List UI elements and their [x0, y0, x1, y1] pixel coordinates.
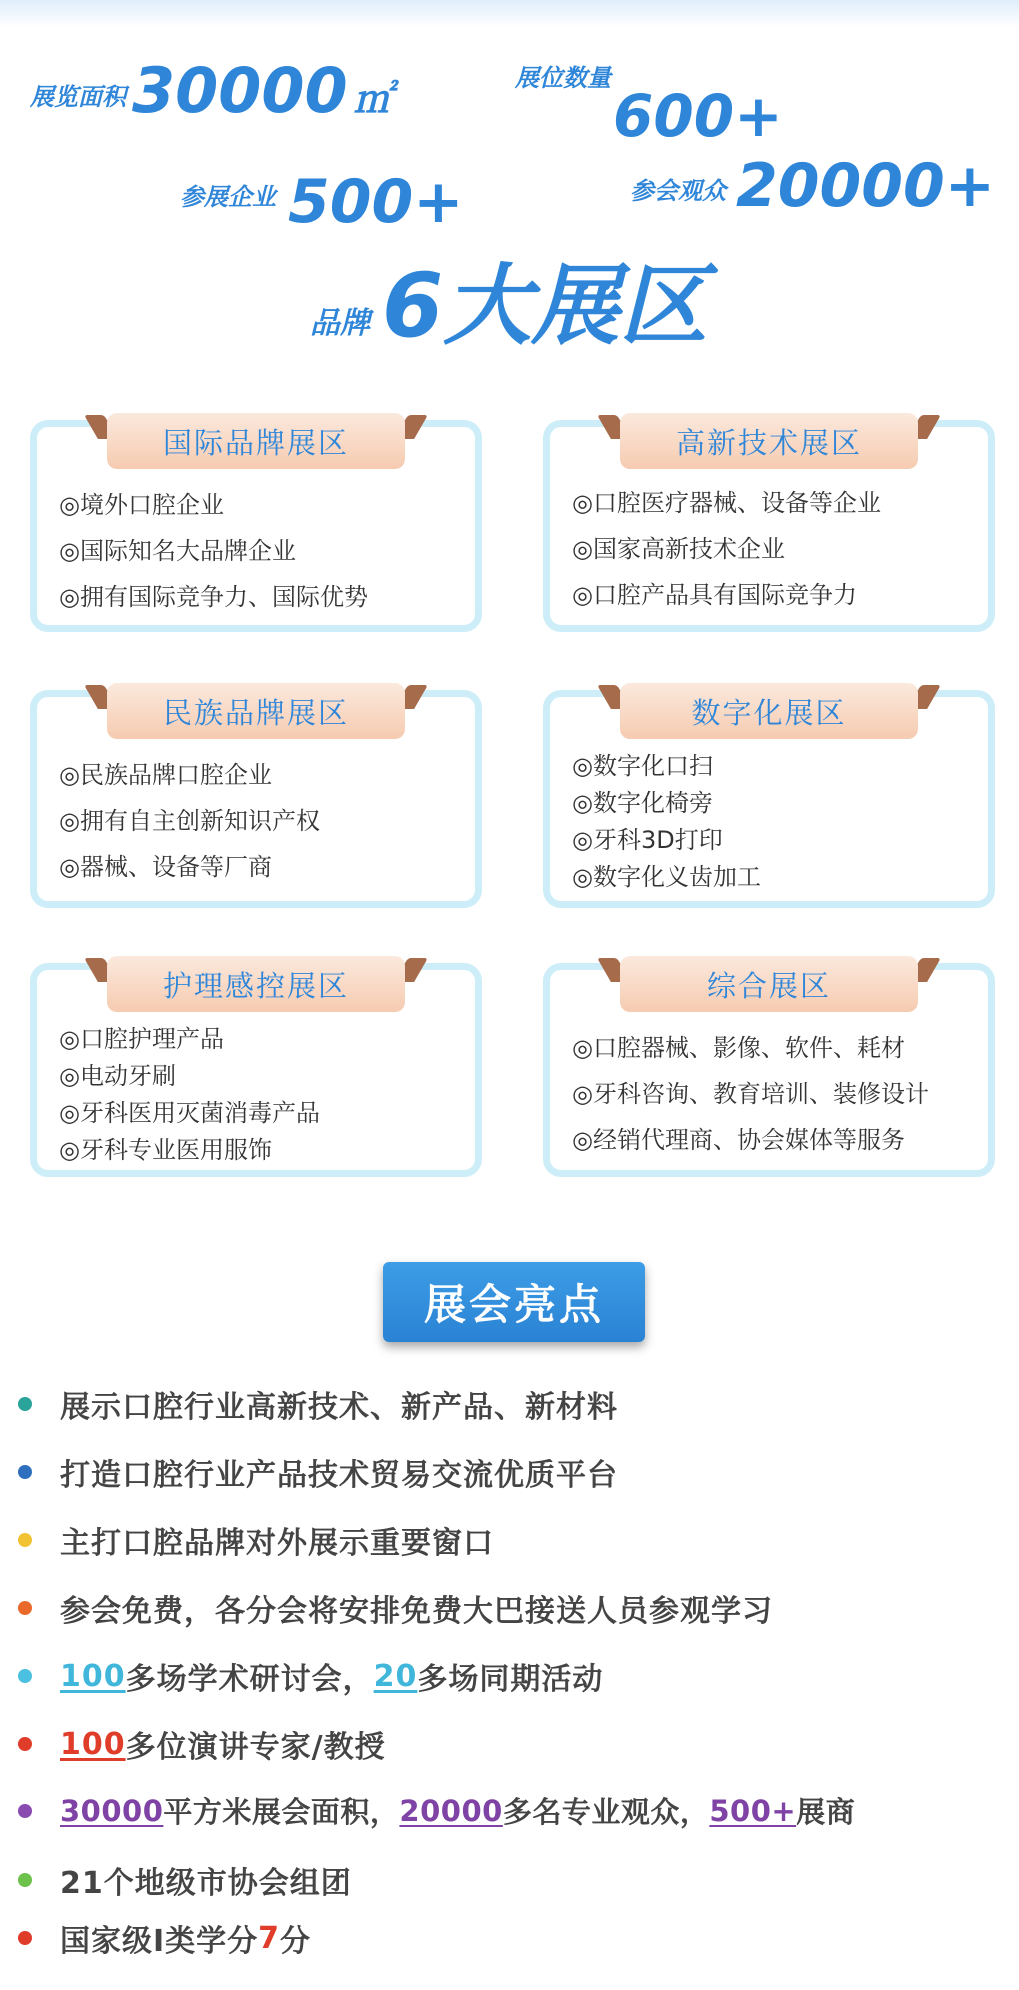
zone-ribbon — [604, 683, 934, 739]
stat-exhibitors — [180, 167, 464, 237]
zone-item: ◎电动牙刷 — [59, 1062, 176, 1090]
highlight-item — [18, 1586, 773, 1630]
stat-visitors — [630, 151, 996, 221]
top-fade — [0, 0, 1019, 28]
zone-card-care — [30, 963, 482, 1177]
zone-title: 综合展区 — [706, 968, 831, 1003]
highlight-item — [18, 1450, 618, 1494]
zone-item: ◎拥有自主创新知识产权 — [59, 806, 320, 835]
highlight-item — [18, 1654, 603, 1698]
zone-item: ◎口腔医疗器械、设备等企业 — [572, 488, 881, 517]
stat-visitors-label: 参会观众 — [630, 177, 726, 205]
zone-title: 护理感控展区 — [162, 968, 349, 1003]
highlight-item — [18, 1722, 386, 1766]
zone-title: 高新技术展区 — [675, 425, 862, 460]
highlight-text: 国家级I类学分 — [60, 1924, 259, 1959]
bullet-dot-icon — [18, 1601, 32, 1615]
highlight-number: 7 — [258, 1920, 281, 1956]
zone-title-banner — [620, 413, 918, 469]
stat-visitors-value: 20000+ — [736, 151, 996, 221]
highlight-text: 打造口腔行业产品技术贸易交流优质平台 — [60, 1458, 618, 1493]
bullet-dot-icon — [18, 1931, 32, 1945]
stat-booths-label: 展位数量 — [515, 64, 611, 92]
highlight-text: 展商 — [796, 1795, 856, 1829]
stat-exhibitors-label: 参展企业 — [180, 183, 276, 211]
highlight-item — [18, 1916, 311, 1960]
bullet-dot-icon — [18, 1465, 32, 1479]
zone-card-international — [30, 420, 482, 632]
highlight-number: 100 — [60, 1658, 126, 1694]
highlight-number: 100 — [60, 1726, 126, 1762]
bullet-dot-icon — [18, 1397, 32, 1411]
highlight-number: 20 — [373, 1658, 418, 1694]
bullet-dot-icon — [18, 1873, 32, 1887]
zone-item: ◎牙科医用灭菌消毒产品 — [59, 1099, 320, 1127]
highlight-item — [18, 1382, 618, 1426]
highlight-text: 分 — [280, 1924, 312, 1959]
zone-item: ◎数字化口扫 — [572, 752, 713, 780]
bullet-dot-icon — [18, 1533, 32, 1547]
highlight-text: 多场同期活动 — [417, 1662, 604, 1697]
highlight-text: 展示口腔行业高新技术、新产品、新材料 — [60, 1390, 618, 1425]
stat-booths-value: 600+ — [613, 82, 783, 150]
highlight-number: 500+ — [709, 1793, 797, 1828]
highlight-text: 多场学术研讨会， — [125, 1662, 374, 1697]
bullet-dot-icon — [18, 1804, 32, 1818]
bullet-dot-icon — [18, 1737, 32, 1751]
zone-ribbon — [91, 956, 421, 1012]
stat-booths — [515, 58, 783, 150]
stat-area-value: 30000 — [132, 54, 348, 127]
highlight-text: 平方米展会面积， — [163, 1795, 400, 1829]
stat-area — [30, 54, 392, 127]
zone-title: 数字化展区 — [691, 695, 847, 730]
highlight-text: 多名专业观众， — [502, 1795, 710, 1829]
zone-card-national — [30, 690, 482, 908]
stat-brand-value: 6大展区 — [382, 254, 708, 357]
zone-item: ◎口腔护理产品 — [59, 1025, 224, 1053]
stat-brand-label: 品牌 — [310, 306, 370, 341]
zone-item: ◎民族品牌口腔企业 — [59, 760, 272, 789]
zone-title-banner — [620, 683, 918, 739]
highlight-text: 主打口腔品牌对外展示重要窗口 — [60, 1526, 494, 1561]
zone-item: ◎经销代理商、协会媒体等服务 — [572, 1125, 905, 1154]
zone-card-digital — [543, 690, 995, 908]
zone-item: ◎数字化椅旁 — [572, 789, 713, 817]
highlight-item — [18, 1858, 352, 1902]
zone-item: ◎口腔器械、影像、软件、耗材 — [572, 1033, 905, 1062]
zone-title: 民族品牌展区 — [162, 695, 349, 730]
zone-item: ◎器械、设备等厂商 — [59, 852, 272, 881]
zone-item: ◎牙科3D打印 — [572, 826, 723, 854]
highlight-text: 21个地级市协会组团 — [60, 1866, 352, 1901]
zone-item: ◎拥有国际竞争力、国际优势 — [59, 582, 368, 611]
highlight-number: 20000 — [399, 1793, 503, 1828]
zone-item: ◎牙科咨询、教育培训、装修设计 — [572, 1079, 929, 1108]
zone-title-banner — [107, 956, 405, 1012]
zone-item: ◎境外口腔企业 — [59, 490, 224, 519]
highlight-item — [18, 1790, 855, 1831]
stat-area-label: 展览面积 — [30, 83, 126, 111]
zone-title-banner — [620, 956, 918, 1012]
zone-ribbon — [604, 413, 934, 469]
highlight-item — [18, 1518, 494, 1562]
zone-ribbon — [91, 683, 421, 739]
highlight-number: 30000 — [60, 1793, 164, 1828]
zone-ribbon — [604, 956, 934, 1012]
zone-title: 国际品牌展区 — [162, 425, 349, 460]
zone-card-hightech — [543, 420, 995, 632]
bullet-dot-icon — [18, 1669, 32, 1683]
highlights-title-banner — [383, 1262, 645, 1342]
highlight-text: 参会免费，各分会将安排免费大巴接送人员参观学习 — [60, 1594, 773, 1629]
stat-exhibitors-value: 500+ — [288, 167, 464, 237]
zone-ribbon — [91, 413, 421, 469]
zone-item: ◎国际知名大品牌企业 — [59, 536, 296, 565]
zone-card-general — [543, 963, 995, 1177]
zone-item: ◎牙科专业医用服饰 — [59, 1136, 272, 1164]
zone-item: ◎数字化义齿加工 — [572, 863, 761, 891]
zone-item: ◎国家高新技术企业 — [572, 534, 785, 563]
highlights-title: 展会亮点 — [423, 1280, 604, 1329]
highlight-text: 多位演讲专家/教授 — [125, 1730, 386, 1765]
stat-brand — [310, 254, 708, 357]
stat-area-unit: ㎡ — [353, 77, 392, 121]
zone-title-banner — [107, 413, 405, 469]
zone-item: ◎口腔产品具有国际竞争力 — [572, 580, 857, 609]
zone-title-banner — [107, 683, 405, 739]
